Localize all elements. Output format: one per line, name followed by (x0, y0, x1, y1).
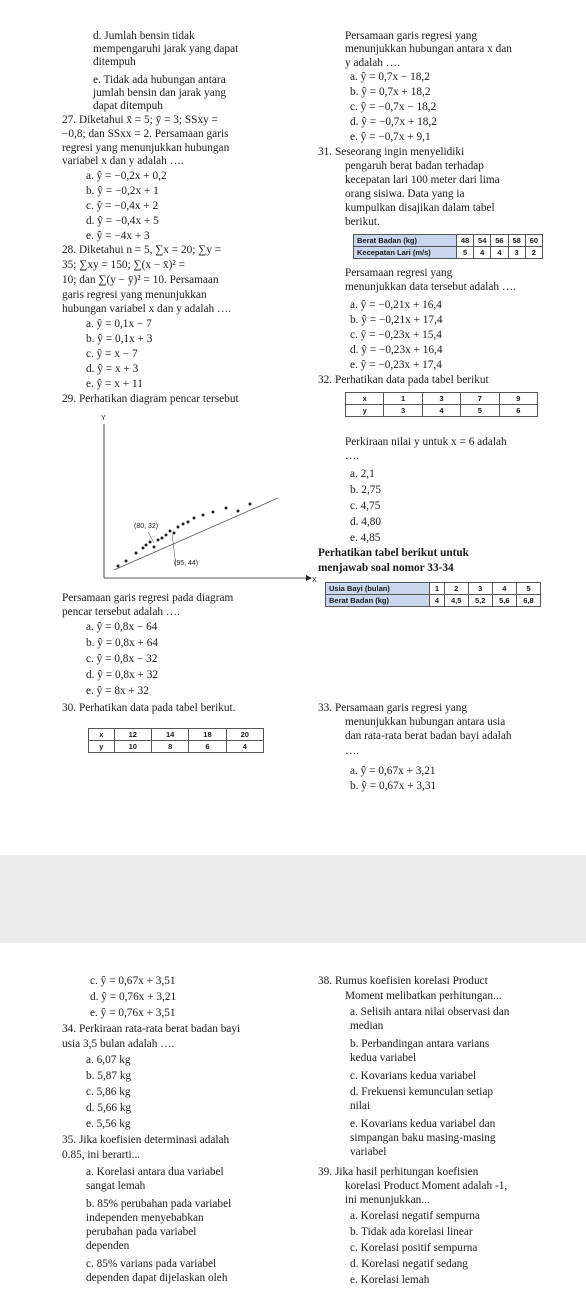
option: a. ŷ = −0,21x + 16,4 (350, 299, 442, 311)
table-cell: 4,5 (444, 595, 468, 607)
option: b. ŷ = 0,67x + 3,31 (350, 780, 437, 792)
option: e. ŷ = −4x + 3 (86, 230, 150, 242)
option: a. Korelasi antara dua variabel (86, 1166, 224, 1178)
table-cell: 48 (456, 235, 473, 247)
data-point (135, 552, 138, 555)
option: variabel (350, 1146, 387, 1158)
text-line: menunjukkan data tersebut adalah …. (345, 281, 516, 293)
option: b. ŷ = 0,1x + 3 (86, 333, 153, 345)
text-line: dapat ditempuh (93, 100, 163, 112)
option: b. ŷ = 0,8x + 64 (86, 637, 159, 649)
option: e. ŷ = 0,76x + 3,51 (90, 1007, 176, 1019)
table-cell: 1 (430, 583, 444, 595)
option: c. ŷ = 0,8x − 32 (86, 653, 158, 665)
option: a. 6,07 kg (86, 1054, 131, 1066)
table-header-cell: Usia Bayi (bulan) (326, 583, 430, 595)
text-line: 10; dan ∑(y − ȳ)² = 10. Persamaan (62, 274, 219, 286)
question-31: 31. Seseorang ingin menyelidiki (318, 146, 465, 158)
option: b. ŷ = −0,2x + 1 (86, 185, 159, 197)
option: a. ŷ = 0,7x − 18,2 (350, 71, 430, 83)
y-axis-label: Y (101, 415, 106, 422)
table-header-cell: Berat Badan (kg) (354, 235, 457, 247)
text-line: Persamaan regresi yang (345, 267, 453, 279)
option: b. 85% perubahan pada variabel (86, 1198, 232, 1210)
data-point (212, 511, 215, 514)
option: d. 4,80 (350, 516, 382, 528)
option: nilai (350, 1100, 371, 1112)
text-line: Moment melibatkan perhitungan... (345, 990, 502, 1002)
table-cell: 4 (422, 405, 460, 417)
table-cell: 8 (151, 741, 188, 753)
option: a. ŷ = 0,1x − 7 (86, 318, 152, 330)
option: perubahan pada variabel (86, 1226, 197, 1238)
text-line: korelasi Product Moment adalah -1, (345, 1180, 508, 1192)
page-separator (0, 855, 586, 943)
option: kedua variabel (350, 1052, 417, 1064)
table-cell: 3 (468, 583, 492, 595)
table-cell: 4 (474, 247, 491, 259)
option: a. 2,1 (350, 468, 375, 480)
option: d. Frekuensi kemunculan setiap (350, 1086, 494, 1098)
data-point (182, 523, 185, 526)
text-line: mempengaruhi jarak yang dapat (93, 43, 239, 55)
table-cell: 18 (189, 729, 226, 741)
text-line: 35; ∑xy = 150; ∑(x − x̄)² = (62, 259, 186, 271)
option: b. ŷ = −0,21x + 17,4 (350, 314, 443, 326)
option: c. ŷ = −0,23x + 15,4 (350, 329, 442, 341)
option: c. Kovarians kedua variabel (350, 1070, 477, 1082)
option: a. ŷ = 0,67x + 3,21 (350, 765, 436, 777)
text-line: e. Tidak ada hubungan antara (93, 74, 226, 86)
table-32 (345, 392, 538, 417)
option: b. 5,87 kg (86, 1070, 132, 1082)
option: d. Korelasi negatif sedang (350, 1258, 468, 1270)
table-cell: 3 (508, 247, 525, 259)
text-line: pengaruh berat badan terhadap (345, 160, 484, 172)
scatter-diagram (88, 408, 318, 586)
text-line: menunjukkan hubungan antara x dan (345, 43, 512, 55)
data-point (225, 507, 228, 510)
option: dependen (86, 1240, 130, 1252)
text-line: hubungan variabel x dan y adalah …. (62, 303, 232, 315)
data-point (165, 534, 168, 537)
table-cell: 10 (114, 741, 151, 753)
data-point (142, 547, 145, 550)
data-point (169, 530, 172, 533)
question-32: 32. Perhatikan data pada tabel berikut (318, 374, 489, 386)
table-cell: 2 (525, 247, 542, 259)
data-point (177, 526, 180, 529)
text-line: Persamaan garis regresi yang (345, 30, 478, 42)
data-point (145, 544, 148, 547)
table-header-cell: Berat Badan (kg) (326, 595, 430, 607)
table-cell: 12 (114, 729, 151, 741)
table-row (89, 729, 264, 741)
table-cell: 5 (456, 247, 473, 259)
text-line: …. (345, 450, 360, 462)
option: e. ŷ = 8x + 32 (86, 685, 149, 697)
option: e. 4,85 (350, 532, 381, 544)
scatter-points (117, 503, 252, 568)
text-line: regresi yang menunjukkan hubungan (62, 142, 230, 154)
question-33: 33. Persamaan garis regresi yang (318, 702, 468, 714)
data-point (157, 539, 160, 542)
data-point (249, 503, 252, 506)
table-row (89, 741, 264, 753)
option: d. ŷ = 0,76x + 3,21 (90, 991, 177, 1003)
table-cell: 4 (492, 583, 516, 595)
table-row (354, 247, 543, 259)
option: a. ŷ = 0,8x − 64 (86, 621, 158, 633)
point-b-label: (95, 44) (174, 560, 199, 567)
option: e. Kovarians kedua variabel dan (350, 1118, 496, 1130)
data-point (173, 532, 176, 535)
text-line: variabel x dan y adalah …. (62, 155, 184, 167)
data-point (187, 521, 190, 524)
text-line: Persamaan garis regresi pada diagram (62, 592, 234, 604)
option: e. ŷ = x + 11 (86, 378, 143, 390)
text-line: −0,8; dan SSxx = 2. Persamaan garis (62, 128, 229, 140)
data-point (193, 517, 196, 520)
table-row (346, 393, 538, 405)
table-cell: y (346, 405, 384, 417)
section-heading: Perhatikan tabel berikut untuk (318, 547, 469, 559)
question-29: 29. Perhatikan diagram pencar tersebut (62, 393, 239, 405)
data-point (149, 541, 152, 544)
table-cell: 7 (461, 393, 499, 405)
text-line: menunjukkan hubungan antara usia (345, 716, 506, 728)
text-line: ini menunjukkan... (345, 1194, 430, 1206)
option: a. Selisih antara nilai observasi dan (350, 1006, 510, 1018)
option: c. Korelasi positif sempurna (350, 1242, 478, 1254)
table-cell: 4 (226, 741, 263, 753)
table-cell: 56 (491, 235, 508, 247)
table-cell: 5,6 (492, 595, 516, 607)
option: c. 5,86 kg (86, 1086, 131, 1098)
data-point (117, 565, 120, 568)
option: d. ŷ = 0,8x + 32 (86, 669, 159, 681)
question-39: 39. Jika hasil perhitungan koefisien (318, 1166, 479, 1178)
question-28: 28. Diketahui n = 5, ∑x = 20; ∑y = (62, 244, 222, 256)
table-30 (88, 728, 264, 753)
table-cell: 6 (499, 405, 537, 417)
table-cell: 54 (474, 235, 491, 247)
text-line: jumlah bensin dan jarak yang (93, 87, 227, 99)
text-line: kumpulkan disajikan dalam tabel (345, 202, 495, 214)
option: c. ŷ = 0,67x + 3,51 (90, 975, 176, 987)
text-line: orang sisiwa. Data yang ia (345, 188, 465, 200)
option: e. Korelasi lemah (350, 1274, 430, 1286)
option: d. ŷ = −0,4x + 5 (86, 215, 159, 227)
data-point (237, 510, 240, 513)
table-cell: 5 (516, 583, 540, 595)
x-axis-label: X (312, 577, 317, 584)
table-row (326, 583, 541, 595)
text-line: Perkiraan nilai y untuk x = 6 adalah (345, 436, 507, 448)
table-cell: 9 (499, 393, 537, 405)
option: c. 4,75 (350, 500, 381, 512)
table-header-cell: Kecepatan Lari (m/s) (354, 247, 457, 259)
table-cell: 5,2 (468, 595, 492, 607)
table-cell: 4 (491, 247, 508, 259)
text-line: berikut. (345, 216, 380, 228)
option: c. ŷ = x − 7 (86, 348, 138, 360)
table-33 (325, 582, 541, 607)
text-line: ditempuh (93, 56, 136, 68)
option: c. ŷ = −0,7x − 18,2 (350, 101, 437, 113)
option: b. ŷ = 0,7x + 18,2 (350, 86, 431, 98)
option: sangat lemah (86, 1180, 146, 1192)
section-heading: menjawab soal nomor 33-34 (318, 562, 454, 574)
option: independen menyebabkan (86, 1212, 204, 1224)
option: d. ŷ = −0,23x + 16,4 (350, 344, 443, 356)
option: d. ŷ = −0,7x + 18,2 (350, 116, 437, 128)
table-cell: 4 (430, 595, 444, 607)
option: b. 2,75 (350, 484, 382, 496)
option: e. ŷ = −0,23x + 17,4 (350, 359, 442, 371)
table-cell: 60 (525, 235, 542, 247)
table-cell: 6 (189, 741, 226, 753)
table-cell: y (89, 741, 115, 753)
option: e. ŷ = −0,7x + 9,1 (350, 131, 431, 143)
option: a. ŷ = −0,2x + 0,2 (86, 170, 167, 182)
text-line: 0.85, ini berarti... (62, 1149, 141, 1161)
text-line: dan rata-rata berat badan bayi adalah (345, 730, 512, 742)
text-line: usia 3,5 bulan adalah …. (62, 1038, 175, 1050)
table-cell: 2 (444, 583, 468, 595)
option: c. ŷ = −0,4x + 2 (86, 200, 159, 212)
data-point (202, 514, 205, 517)
table-cell: 6,8 (516, 595, 540, 607)
table-cell: x (346, 393, 384, 405)
option: e. 5,56 kg (86, 1118, 131, 1130)
question-34: 34. Perkiraan rata-rata berat badan bayi (62, 1023, 241, 1035)
option: b. Tidak ada korelasi linear (350, 1226, 473, 1238)
table-cell: 1 (384, 393, 422, 405)
text-line: pencar tersebut adalah …. (62, 606, 180, 618)
data-point (153, 546, 156, 549)
table-row (354, 235, 543, 247)
text-line: y adalah …. (345, 57, 400, 69)
text-line: …. (345, 745, 360, 757)
table-cell: 3 (384, 405, 422, 417)
option: b. Perbandingan antara varians (350, 1038, 490, 1050)
question-38: 38. Rumus koefisien korelasi Product (318, 975, 488, 987)
option: d. ŷ = x + 3 (86, 363, 139, 375)
option: simpangan baku masing-masing (350, 1132, 496, 1144)
option: c. 85% varians pada variabel (86, 1258, 217, 1270)
option: dependen dapat dijelaskan oleh (86, 1272, 228, 1284)
point-a-label: (80, 32) (134, 523, 159, 530)
table-cell: x (89, 729, 115, 741)
text-line: garis regresi yang menunjukkan (62, 289, 207, 301)
table-cell: 14 (151, 729, 188, 741)
question-30: 30. Perhatikan data pada tabel berikut. (62, 702, 236, 714)
table-31 (353, 234, 543, 259)
data-point (161, 537, 164, 540)
table-row (326, 595, 541, 607)
table-cell: 20 (226, 729, 263, 741)
text-line: kecepatan lari 100 meter dari lima (345, 174, 500, 186)
text-line: d. Jumlah bensin tidak (93, 30, 195, 42)
question-27: 27. Diketahui x̄ = 5; ȳ = 3; SSxy = (62, 114, 218, 126)
option: d. 5,66 kg (86, 1102, 132, 1114)
option: a. Korelasi negatif sempurna (350, 1210, 480, 1222)
table-cell: 58 (508, 235, 525, 247)
table-cell: 5 (461, 405, 499, 417)
table-row (346, 405, 538, 417)
table-cell: 3 (422, 393, 460, 405)
data-point (125, 560, 128, 563)
question-35: 35. Jika koefisien determinasi adalah (62, 1134, 230, 1146)
option: median (350, 1020, 384, 1032)
